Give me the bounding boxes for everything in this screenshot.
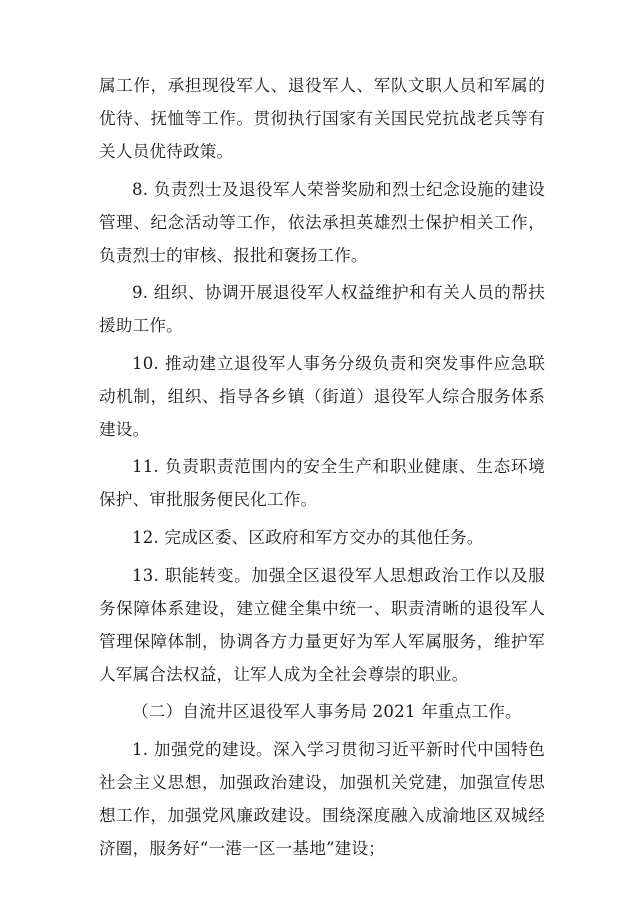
paragraph-item-8: 8. 负责烈士及退役军人荣誉奖励和烈士纪念设施的建设管理、纪念活动等工作，依法承担英雄烈士保护相关工作，负责烈士的审核、报批和褒扬工作。 [99, 179, 545, 265]
paragraph-item-9: 9. 组织、协调开展退役军人权益维护和有关人员的帮扶援助工作。 [99, 283, 545, 336]
paragraph-key-work-1: 1. 加强党的建设。深入学习贯彻习近平新时代中国特色社会主义思想，加强政治建设，加强机关党建，加强宣传思想工作，加强党风廉政建设。围绕深度融入成渝地区双城经济圈，服务好“一港一区一基地”建设； [99, 739, 545, 858]
paragraph-item-11: 11. 负责职责范围内的安全生产和职业健康、生态环境保护、审批服务便民化工作。 [99, 457, 545, 510]
paragraph-item-10: 10. 推动建立退役军人事务分级负责和突发事件应急联动机制，组织、指导各乡镇（街道）退役军人综合服务体系建设。 [99, 353, 545, 439]
section-heading-2021-key-work: （二）自流井区退役军人事务局 2021 年重点工作。 [132, 702, 522, 722]
paragraph-item-13: 13. 职能转变。加强全区退役军人思想政治工作以及服务保障体系建设，建立健全集中统一、职责清晰的退役军人管理保障体制，协调各方力量更好为军人军属服务，维护军人军属合法权益，让军人成为全社会尊崇的职业。 [99, 565, 545, 684]
document-body [99, 69, 545, 869]
paragraph-preferential-treatment: 属工作，承担现役军人、退役军人、军队文职人员和军属的优待、抚恤等工作。贯彻执行国家有关国民党抗战老兵等有关人员优待政策。 [99, 76, 545, 161]
paragraph-item-12: 12. 完成区委、区政府和军方交办的其他任务。 [132, 527, 484, 547]
